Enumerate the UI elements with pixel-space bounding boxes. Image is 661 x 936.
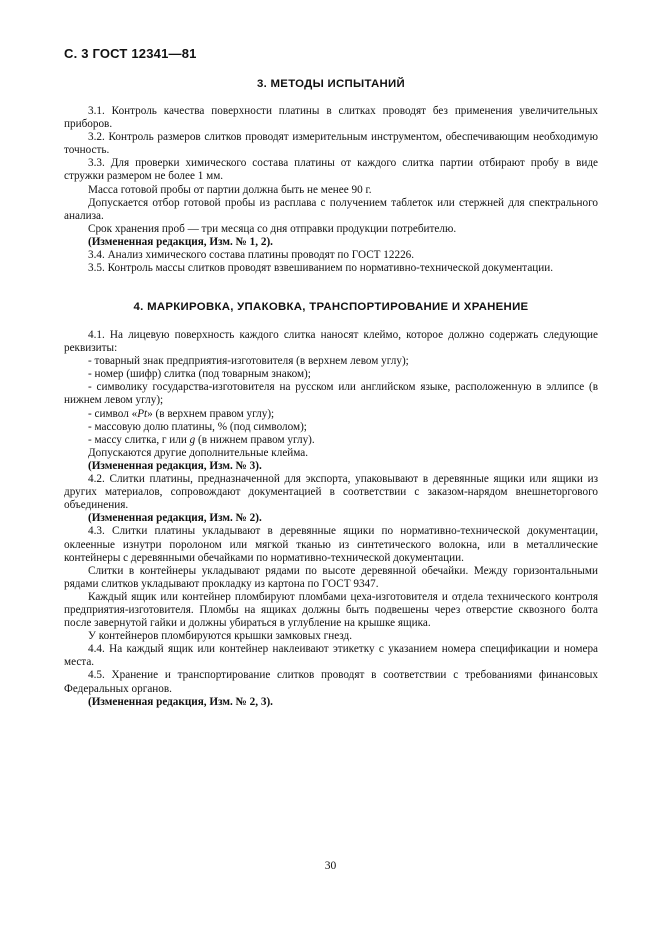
paragraph-sample-mass: Масса готовой пробы от партии должна быть не менее 90 г.: [88, 183, 372, 196]
section-3: [64, 78, 598, 275]
paragraph-4-2: 4.2. Слитки платины, предназначенной для экспорта, упаковывают в деревянные ящики или ящики из других материалов, сопровождают документацией в соответствии с заказом-нарядом внешнеторгового объединения.: [64, 473, 598, 512]
paragraph-4-4: 4.4. На каждый ящик или контейнер наклеивают этикетку с указанием номера спецификации и номера места.: [64, 643, 598, 669]
list-item: [64, 434, 598, 447]
list-item-text: - символ «: [88, 407, 138, 420]
list-item-text: » (в верхнем правом углу);: [147, 407, 275, 420]
section-4-title: 4. МАРКИРОВКА, УПАКОВКА, ТРАНСПОРТИРОВАНИЕ И ХРАНЕНИЕ: [133, 301, 529, 313]
paragraph-4-3: 4.3. Слитки платины укладывают в деревянные ящики по нормативно-технической документации, оклеенные изнутри поролоном или мягкой тканью из синтетического волокна, или в металлические контейнеры с деревянными обечайками по нормативно-технической документации.: [64, 525, 598, 564]
page-header: С. 3 ГОСТ 12341—81: [64, 46, 197, 61]
paragraph-4-5: 4.5. Хранение и транспортирование слитков проводят в соответствии с требованиями финансовых Федеральных органов.: [64, 669, 598, 695]
paragraph-sample-melt: Допускается отбор готовой пробы из расплава с получением таблеток или стержней для спектрального анализа.: [64, 196, 598, 222]
list-item: - массовую долю платины, % (под символом);: [88, 420, 307, 433]
section-4: [64, 301, 598, 709]
list-item-text: - массу слитка, г или: [88, 433, 190, 446]
section-3-title: 3. МЕТОДЫ ИСПЫТАНИЙ: [256, 78, 406, 90]
list-item: - товарный знак предприятия-изготовителя (в верхнем левом углу);: [88, 355, 409, 368]
paragraph-3-3: 3.3. Для проверки химического состава платины от каждого слитка партии отбирают пробу в виде стружки размером не более 1 мм.: [64, 157, 598, 183]
paragraph-3-1: 3.1. Контроль качества поверхности платины в слитках проводят без применения увеличительных приборов.: [64, 105, 598, 131]
paragraph-4-1: 4.1. На лицевую поверхность каждого слитка наносят клеймо, которое должно содержать следующие реквизиты:: [64, 329, 598, 355]
paragraph-extra-stamps: Допускаются другие дополнительные клейма.: [88, 446, 309, 459]
symbol-g: g: [189, 433, 196, 446]
revision-note: (Измененная редакция, Изм. № 1, 2).: [88, 235, 273, 248]
revision-note: (Измененная редакция, Изм. № 2, 3).: [88, 695, 273, 708]
paragraph-3-2: 3.2. Контроль размеров слитков проводят измерительным инструментом, обеспечивающим необходимую точность.: [64, 131, 598, 157]
list-item: - номер (шифр) слитка (под товарным знаком);: [88, 368, 311, 381]
paragraph-container-lids: У контейнеров пломбируются крышки замковых гнезд.: [88, 630, 352, 643]
paragraph-3-4: 3.4. Анализ химического состава платины проводят по ГОСТ 12226.: [88, 249, 415, 262]
list-item: [64, 408, 598, 421]
paragraph-sample-storage: Срок хранения проб — три месяца со дня отправки продукции потребителю.: [88, 222, 457, 235]
paragraph-3-5: 3.5. Контроль массы слитков проводят взвешиванием по нормативно-технической документации.: [88, 262, 554, 275]
list-item: - символику государства-изготовителя на русском или английском языке, расположенную в эллипсе (в нижнем левом углу);: [64, 381, 598, 407]
paragraph-seals: Каждый ящик или контейнер пломбируют пломбами цеха-изготовителя и отдела технического контроля предприятия-изготовителя. Пломбы на ящиках должны быть подвешены через отверстие сквозного болта после завернутой гайки и должны убираться в углубление на крышке ящика.: [64, 590, 598, 630]
symbol-pt: Pt: [137, 407, 148, 420]
page-number: 30: [324, 860, 337, 872]
revision-note: (Измененная редакция, Изм. № 2).: [88, 512, 262, 525]
revision-note: (Измененная редакция, Изм. № 3).: [88, 459, 262, 472]
list-item-text: (в нижнем правом углу).: [195, 433, 315, 446]
paragraph-container-rows: Слитки в контейнеры укладывают рядами по высоте деревянной обечайки. Между горизонтальными рядами слитков укладывают прокладку из картона по ГОСТ 9347.: [64, 564, 598, 590]
